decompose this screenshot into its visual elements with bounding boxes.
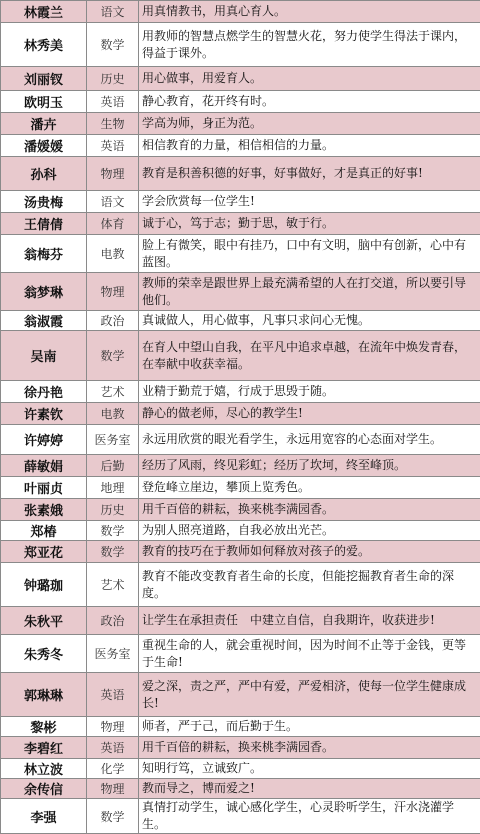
subject-cell: 英语 xyxy=(87,673,139,717)
table-row xyxy=(1,779,480,799)
table-row xyxy=(1,273,480,311)
teacher-name-cell: 黎彬 xyxy=(1,717,87,737)
subject-cell: 物理 xyxy=(87,157,139,191)
table-row xyxy=(1,455,480,477)
subject-cell: 电教 xyxy=(87,403,139,425)
teacher-name-cell: 林立波 xyxy=(1,759,87,779)
motto-cell: 真情打动学生，诚心感化学生，心灵聆听学生，汗水浇灌学生。 xyxy=(139,799,480,834)
teacher-name-cell: 张素娥 xyxy=(1,499,87,521)
table-row xyxy=(1,381,480,403)
subject-cell: 英语 xyxy=(87,135,139,157)
table-row xyxy=(1,541,480,563)
subject-cell: 体育 xyxy=(87,213,139,235)
motto-cell: 用千百倍的耕耘，换来桃李满园香。 xyxy=(139,499,480,521)
teacher-name-cell: 王倩倩 xyxy=(1,213,87,235)
subject-cell: 政治 xyxy=(87,311,139,331)
subject-cell: 数学 xyxy=(87,23,139,67)
motto-cell: 脸上有微笑，眼中有挂乃，口中有文明，脑中有创新，心中有蓝图。 xyxy=(139,235,480,273)
teacher-name-cell: 朱秋平 xyxy=(1,607,87,635)
motto-cell: 永远用欣赏的眼光看学生，永远用宽容的心态面对学生。 xyxy=(139,425,480,455)
motto-cell: 师者，严于己，而后勤于生。 xyxy=(139,717,480,737)
motto-cell: 学会欣赏每一位学生! xyxy=(139,191,480,213)
teacher-name-cell: 朱秀冬 xyxy=(1,635,87,673)
table-body xyxy=(1,1,480,834)
subject-cell: 艺术 xyxy=(87,381,139,403)
teacher-name-cell: 李碧红 xyxy=(1,737,87,759)
teacher-name-cell: 欧明玉 xyxy=(1,91,87,113)
teacher-name-cell: 孙科 xyxy=(1,157,87,191)
teacher-name-cell: 吴南 xyxy=(1,331,87,381)
teacher-name-cell: 翁梅芬 xyxy=(1,235,87,273)
teacher-name-cell: 许婷婷 xyxy=(1,425,87,455)
subject-cell: 语文 xyxy=(87,191,139,213)
subject-cell: 地理 xyxy=(87,477,139,499)
subject-cell: 物理 xyxy=(87,273,139,311)
motto-cell: 教育是积善积德的好事，好事做好，才是真正的好事! xyxy=(139,157,480,191)
teacher-name-cell: 徐丹艳 xyxy=(1,381,87,403)
teacher-name-cell: 潘媛媛 xyxy=(1,135,87,157)
subject-cell: 生物 xyxy=(87,113,139,135)
motto-cell: 诚于心，笃于志；勤于思，敏于行。 xyxy=(139,213,480,235)
teacher-name-cell: 钟璐珈 xyxy=(1,563,87,607)
table-row xyxy=(1,477,480,499)
subject-cell: 化学 xyxy=(87,759,139,779)
table-row xyxy=(1,311,480,331)
teacher-name-cell: 余传信 xyxy=(1,779,87,799)
teacher-name-cell: 郭琳琳 xyxy=(1,673,87,717)
teacher-name-cell: 刘丽钗 xyxy=(1,67,87,91)
table-row xyxy=(1,499,480,521)
subject-cell: 物理 xyxy=(87,779,139,799)
teacher-name-cell: 叶丽贞 xyxy=(1,477,87,499)
table-row xyxy=(1,521,480,541)
table-row xyxy=(1,67,480,91)
table-row xyxy=(1,717,480,737)
table-row xyxy=(1,737,480,759)
motto-cell: 用心做事，用爱育人。 xyxy=(139,67,480,91)
teacher-name-cell: 林秀美 xyxy=(1,23,87,67)
motto-cell: 经历了风雨，终见彩虹；经历了坎坷，终至峰顶。 xyxy=(139,455,480,477)
subject-cell: 数学 xyxy=(87,799,139,834)
subject-cell: 历史 xyxy=(87,67,139,91)
table-row xyxy=(1,1,480,23)
table-row xyxy=(1,191,480,213)
motto-cell: 教而导之，博而爱之! xyxy=(139,779,480,799)
motto-cell: 重视生命的人，就会重视时间，因为时间不止等于金钱，更等于生命! xyxy=(139,635,480,673)
teacher-name-cell: 翁淑霞 xyxy=(1,311,87,331)
table-row xyxy=(1,635,480,673)
teacher-name-cell: 翁梦琳 xyxy=(1,273,87,311)
subject-cell: 英语 xyxy=(87,737,139,759)
subject-cell: 艺术 xyxy=(87,563,139,607)
motto-cell: 登危峰立崖边，攀顶上览秀色。 xyxy=(139,477,480,499)
table-row xyxy=(1,113,480,135)
teacher-name-cell: 汤贵梅 xyxy=(1,191,87,213)
motto-cell: 用千百倍的耕耘，换来桃李满园香。 xyxy=(139,737,480,759)
subject-cell: 物理 xyxy=(87,717,139,737)
subject-cell: 数学 xyxy=(87,521,139,541)
table-row xyxy=(1,157,480,191)
subject-cell: 医务室 xyxy=(87,635,139,673)
motto-cell: 教育不能改变教育者生命的长度，但能挖掘教育者生命的深度。 xyxy=(139,563,480,607)
subject-cell: 电教 xyxy=(87,235,139,273)
motto-cell: 教育的技巧在于教师如何释放对孩子的爱。 xyxy=(139,541,480,563)
teacher-name-cell: 林霞兰 xyxy=(1,1,87,23)
motto-cell: 相信教育的力量，相信相信的力量。 xyxy=(139,135,480,157)
table-row xyxy=(1,425,480,455)
motto-cell: 教师的荣幸是跟世界上最充满希望的人在打交道，所以要引导他们。 xyxy=(139,273,480,311)
table-row xyxy=(1,91,480,113)
teacher-name-cell: 郑椿 xyxy=(1,521,87,541)
motto-cell: 知明行笃，立诚致广。 xyxy=(139,759,480,779)
motto-cell: 为别人照亮道路，自我必放出光芒。 xyxy=(139,521,480,541)
motto-cell: 静心教育，花开终有时。 xyxy=(139,91,480,113)
subject-cell: 历史 xyxy=(87,499,139,521)
subject-cell: 英语 xyxy=(87,91,139,113)
subject-cell: 医务室 xyxy=(87,425,139,455)
table-row xyxy=(1,331,480,381)
table-row xyxy=(1,799,480,834)
motto-cell: 在育人中望山自我，在平凡中追求卓越，在流年中焕发青春，在奉献中收获幸福。 xyxy=(139,331,480,381)
table-row xyxy=(1,23,480,67)
motto-cell: 业精于勤荒于嬉，行成于思毁于随。 xyxy=(139,381,480,403)
subject-cell: 数学 xyxy=(87,331,139,381)
teacher-name-cell: 许素钦 xyxy=(1,403,87,425)
table-row xyxy=(1,759,480,779)
teacher-name-cell: 李强 xyxy=(1,799,87,834)
subject-cell: 政治 xyxy=(87,607,139,635)
motto-cell: 爱之深，责之严，严中有爱，严爱相济，使每一位学生健康成长! xyxy=(139,673,480,717)
motto-cell: 真诚做人，用心做事，凡事只求问心无愧。 xyxy=(139,311,480,331)
motto-cell: 用真情教书，用真心育人。 xyxy=(139,1,480,23)
motto-cell: 静心的做老师，尽心的教学生! xyxy=(139,403,480,425)
table-row xyxy=(1,135,480,157)
table-row xyxy=(1,607,480,635)
table-row xyxy=(1,213,480,235)
table-row xyxy=(1,563,480,607)
table-row xyxy=(1,235,480,273)
teacher-name-cell: 薛敏娟 xyxy=(1,455,87,477)
subject-cell: 数学 xyxy=(87,541,139,563)
teacher-name-cell: 潘卉 xyxy=(1,113,87,135)
teacher-name-cell: 郑亚花 xyxy=(1,541,87,563)
table-row xyxy=(1,403,480,425)
motto-cell: 让学生在承担责任 中建立自信，自我期许，收获进步! xyxy=(139,607,480,635)
subject-cell: 语文 xyxy=(87,1,139,23)
table-row xyxy=(1,673,480,717)
motto-cell: 学高为师，身正为范。 xyxy=(139,113,480,135)
motto-cell: 用教师的智慧点燃学生的智慧火花，努力使学生得法于课内，得益于课外。 xyxy=(139,23,480,67)
subject-cell: 后勤 xyxy=(87,455,139,477)
